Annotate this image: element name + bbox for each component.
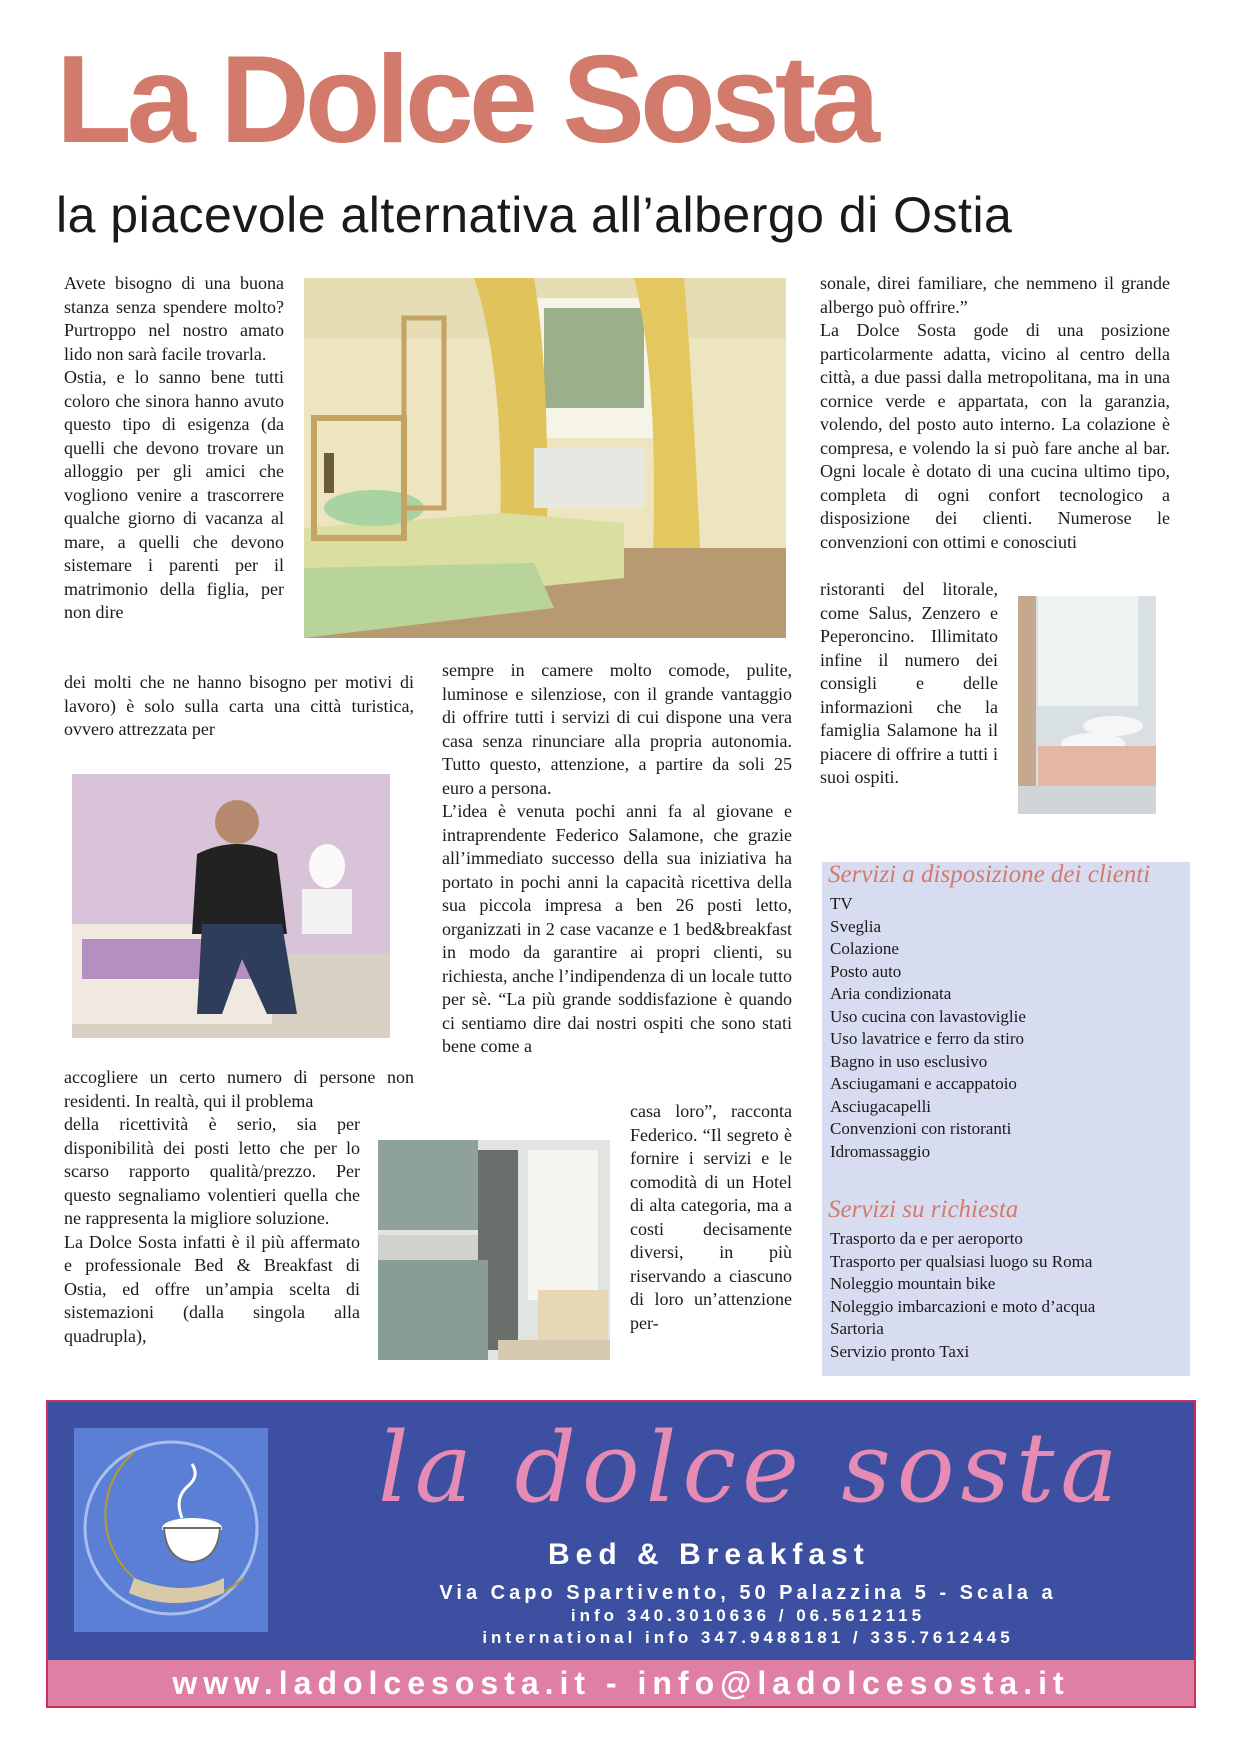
- page-subtitle: la piacevole alternativa all’albergo di Ostia: [56, 187, 1013, 243]
- footer-ad: [46, 1400, 1196, 1708]
- article-col3-narrow: [820, 578, 998, 790]
- list-item: Asciugacapelli: [830, 1096, 932, 1116]
- brand-script-logo: la dolce sosta: [378, 1412, 1124, 1524]
- kitchen-photo: [378, 1140, 610, 1360]
- list-item: Trasporto da e per aeroporto: [830, 1229, 1023, 1248]
- request-services-title: Servizi su richiesta: [828, 1196, 1019, 1223]
- article-col1-top: [64, 272, 284, 625]
- article-col2: [442, 659, 792, 1059]
- list-item: Aria condizionata: [830, 984, 952, 1003]
- bedroom-photo: [304, 278, 786, 638]
- list-item: Asciugamani e accappatoio: [830, 1074, 1017, 1093]
- services-title: Servizi a disposizione dei clienti: [828, 861, 1151, 888]
- list-item: Posto auto: [830, 961, 902, 981]
- paragraph: L’idea è venuta pochi anni fa al giovane e intraprendente Federico Salamone, che grazie all’immediato successo della sua iniziativa ha portato in pochi anni la capacità ricettiva della sua piccola impresa a ben 26 posti letto, organizzati in 2 case vacanze e 1 bed&breakfast in modo da garantire ai propri clienti, su richiesta, anche l’indipendenza di un locale tutto per sè. “La più grande soddisfazione è quando ci sentiamo dire dai nostri ospiti che sono stati bene come a: [442, 801, 792, 1056]
- paragraph: dei molti che ne hanno bisogno per motivi di lavoro) è solo sulla carta una città turistica, ovvero attrezzata per: [64, 672, 414, 739]
- list-item: Noleggio imbarcazioni e moto d’acqua: [830, 1296, 1096, 1316]
- paragraph: accogliere un certo numero di persone non residenti. In realtà, qui il problema: [64, 1067, 414, 1111]
- list-item: TV: [830, 894, 853, 913]
- list-item: Uso lavatrice e ferro da stiro: [830, 1029, 1024, 1048]
- article-col1-wide: [64, 671, 414, 742]
- address: Via Capo Spartivento, 50 Palazzina 5 - Scala a: [439, 1582, 1057, 1604]
- paragraph: della ricettività è serio, sia per disponibilità dei posti letto che per lo scarso rapporto qualità/prezzo. Per questo segnaliamo volentieri quella che ne rappresenta la migliore soluzione.: [64, 1114, 360, 1228]
- services-list: [822, 893, 1190, 1163]
- host-photo: [72, 774, 390, 1038]
- page-title: La Dolce Sosta: [56, 31, 875, 169]
- paragraph: Avete bisogno di una buona stanza senza spendere molto? Purtroppo nel nostro amato lido non sarà facile trovarla.: [64, 273, 284, 364]
- list-item: Sartoria: [830, 1319, 884, 1338]
- list-item: Servizio pronto Taxi: [830, 1341, 970, 1361]
- services-box: [822, 862, 1190, 1376]
- list-item: Idromassaggio: [830, 1141, 931, 1161]
- list-item: Noleggio mountain bike: [830, 1274, 996, 1293]
- paragraph: sempre in camere molto comode, pulite, luminose e silenziose, con il grande vantaggio di offrire tutti i servizi di cui dispone una vera casa senza rinunciare alla propria autonomia. Tutto questo, attenzione, a partire da soli 25 euro a persona.: [442, 660, 792, 798]
- list-item: Bagno in uso esclusivo: [830, 1051, 988, 1071]
- article-col3-top: [820, 272, 1170, 554]
- list-item: Uso cucina con lavastoviglie: [830, 1006, 1026, 1026]
- paragraph: sonale, direi familiare, che nemmeno il grande albergo può offrire.”: [820, 273, 1170, 317]
- list-item: Colazione: [830, 939, 899, 958]
- paragraph: Ostia, e lo sanno bene tutti coloro che sinora hanno avuto questo tipo di esigenza (da quelli che devono trovare un alloggio per gli amici che vogliono venire a trascorrere qualche giorno di vacanza al mare, a quelli che devono sistemare i parenti per il matrimonio della figlia, per non dire: [64, 367, 284, 622]
- paragraph: ristoranti del litorale, come Salus, Zenzero e Peperoncino. Illimitato infine il numero dei consigli e delle informazioni che la famiglia Salamone ha il piacere di offrire a tutti i suoi ospiti.: [820, 579, 998, 787]
- list-item: Sveglia: [830, 916, 881, 936]
- bathroom-photo: [1018, 596, 1156, 814]
- list-item: Trasporto per qualsiasi luogo su Roma: [830, 1251, 1093, 1271]
- tagline: Bed & Breakfast: [548, 1538, 870, 1571]
- paragraph: La Dolce Sosta infatti è il più affermato e professionale Bed & Breakfast di Ostia, ed offre un’ampia scelta di sistemazioni (dalla singola alla quadrupla),: [64, 1231, 360, 1346]
- paragraph: casa loro”, racconta Federico. “Il segreto è fornire i servizi e le comodità di un Hotel di alta categoria, ma a costi decisamente diversi, in più riservando a ciascuno di loro un’attenzione per-: [630, 1101, 792, 1333]
- article-col1-bottom: [64, 1113, 360, 1348]
- paragraph: La Dolce Sosta gode di una posizione particolarmente adatta, vicino al centro della città, a due passi dalla metropolitana, ma in una cornice verde e appartata, con la garanzia, volendo, del posto auto interno. La colazione è compresa, e volendo la si può fare anche al bar. Ogni locale è dotato di una cucina ultimo tipo, completa di ogni confort tecnologico a disposizione dei clienti. Numerose le convenzioni con ottimi e conosciuti: [820, 320, 1170, 552]
- international-phone-numbers: international info 347.9488181 / 335.7612445: [482, 1628, 1014, 1647]
- request-services-list: [822, 1228, 1190, 1363]
- article-col2-narrow: [630, 1100, 792, 1335]
- article-col1-bottom-wide: [64, 1066, 414, 1113]
- list-item: Convenzioni con ristoranti: [830, 1119, 1012, 1138]
- phone-numbers: info 340.3010636 / 06.5612115: [570, 1606, 926, 1625]
- moon-logo-icon: [74, 1428, 268, 1632]
- website-email[interactable]: www.ladolcesosta.it - info@ladolcesosta.it: [172, 1665, 1070, 1701]
